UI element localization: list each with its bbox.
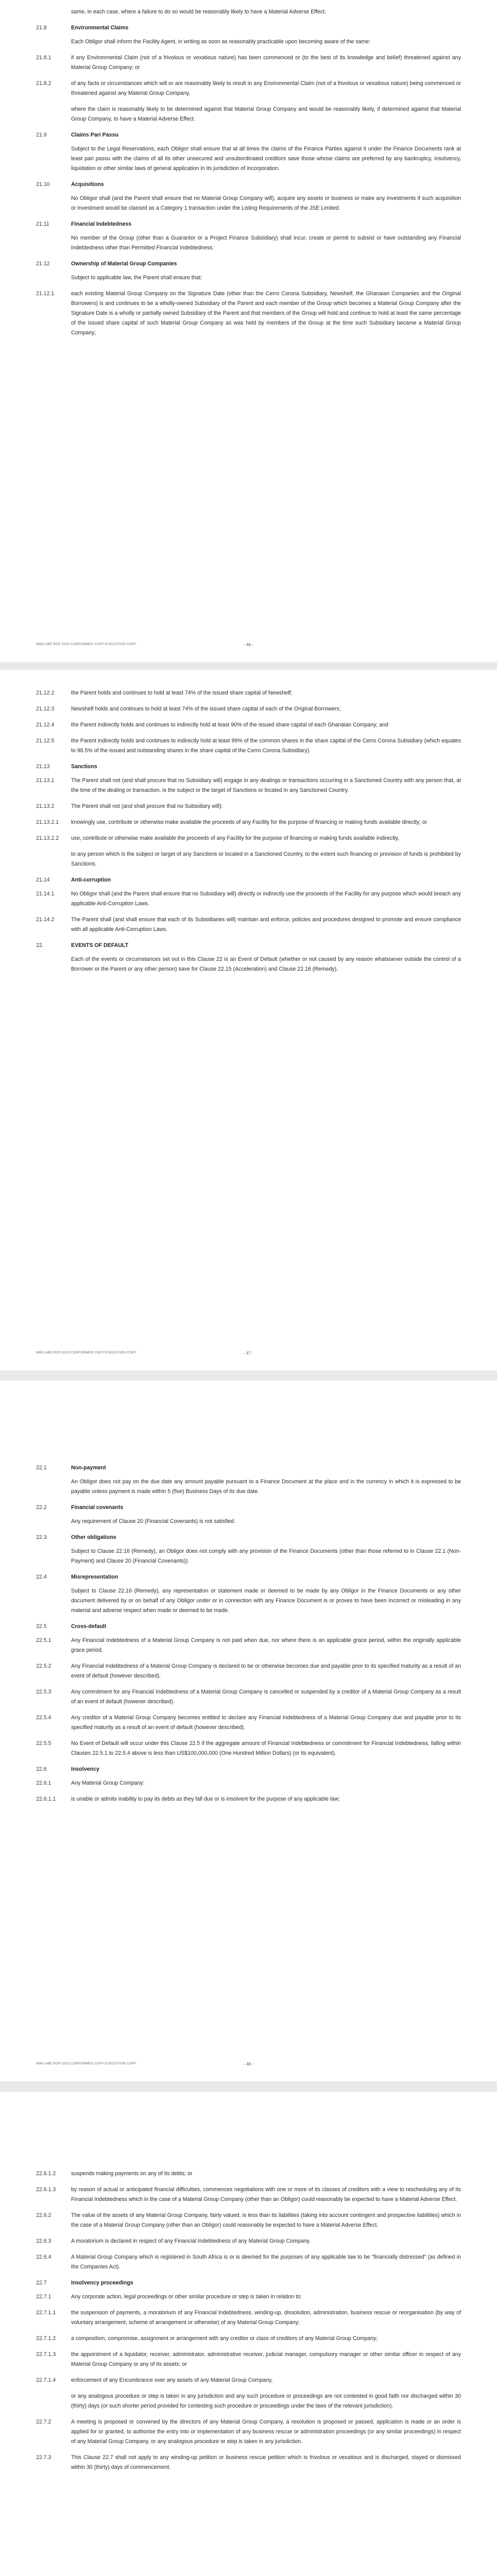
clause-paragraph: same, in each case, where a failure to do so would be reasonably likely to have a Material Adverse Effect. xyxy=(71,9,327,15)
clause-number: 22.7.1.2 xyxy=(36,2335,56,2342)
clause-text: knowingly use, contribute or otherwise make available the proceeds of any Facility for the purpose of financing or making funds available directly; or xyxy=(71,819,427,825)
clause-text: Any corporate action, legal proceedings or other similar procedure or step is taken in relation to: xyxy=(71,2294,302,2300)
clause-item xyxy=(36,688,461,698)
clause-text: Any Financial Indebtedness of a Material Group Company is not paid when due, nor where there is an applicable grace period, within the originally applicable grace period. xyxy=(71,1637,461,1653)
page-content xyxy=(36,7,461,338)
clause-item xyxy=(36,2334,461,2344)
clause-text: This Clause 22.7 shall not apply to any winding-up petition or business rescue petition which is frivolous or vexatious and is discharged, stayed or dismissed within 30 (thirty) days of commencement. xyxy=(71,2454,461,2470)
clause-heading xyxy=(36,875,461,885)
clause-number: 22.6.1.3 xyxy=(36,2187,56,2193)
clause-number: 22.6.1.2 xyxy=(36,2171,56,2177)
clause-text: Any creditor of a Material Group Company becomes entitled to declare any Financial Indebtedness of a Material Group Company due and payable prior to its specified maturity as a result of an event of default (however described). xyxy=(71,1715,461,1731)
clause-heading xyxy=(36,23,461,33)
clause-paragraph: Any requirement of Clause 20 (Financial Covenants) is not satisfied. xyxy=(71,1518,236,1524)
clause-heading xyxy=(36,1622,461,1632)
page-number: - 48 - xyxy=(244,2062,253,2066)
clause-number: 22.7.1.4 xyxy=(36,2377,56,2383)
page-footer xyxy=(36,1351,461,1359)
clause-item xyxy=(36,1794,461,1804)
clause-number: 22.6.3 xyxy=(36,2238,52,2244)
clause-item xyxy=(36,2350,461,2369)
document-page-47 xyxy=(0,670,497,1370)
clause-item xyxy=(36,289,461,338)
clause-number: 22.3 xyxy=(36,1534,47,1540)
clause-heading xyxy=(36,1572,461,1582)
footer-document-reference: NMG:ABE:RCP:2022:CONFORMED COPY:EXECUTION COPY xyxy=(36,2062,137,2065)
clause-number: 22.5.4 xyxy=(36,1715,52,1721)
footer-document-reference: NMG:ABE:RCP:2022:CONFORMED COPY:EXECUTION COPY xyxy=(36,1351,137,1354)
clause-number: 21.9 xyxy=(36,132,47,138)
clause-number: 22.1 xyxy=(36,1465,47,1471)
clause-text: No Event of Default will occur under this Clause 22.5 if the aggregate amount of Financial Indebtedness or commitment for Financial Indebtedness, falling within Clauses 22.5.1 to 22.5.4 above is less than US$100,000,000 (One Hundred Million Dollars) (or its equivalent). xyxy=(71,1740,461,1756)
clause-heading xyxy=(36,1463,461,1473)
clause-paragraph: where the claim is reasonably likely to be determined against that Material Group Company and would be reasonably likely, if determined against that Material Group Company, to have a Material Adverse Effect. xyxy=(71,106,461,122)
clause-text: Any commitment for any Financial Indebtedness of a Material Group Company is cancelled or suspended by a creditor of a Material Group Company as a result of an event of default (however described). xyxy=(71,1689,461,1705)
clause-text: the Parent indirectly holds and continues to indirectly hold at least 99% of the common shares in the share capital of the Cerro Corona Subsidiary (which equates to 98.5% of the issued and outstanding shares in the share capital of the Cerro Corona Subsidiary). xyxy=(71,738,461,754)
clause-heading xyxy=(36,130,461,140)
clause-number: 21.8.2 xyxy=(36,80,52,87)
clause-text: of any facts or circumstances which will or are reasonably likely to result in any Environmental Claim (not of a frivolous or vexatious nature) being commenced or threatened against any Material Group Company, xyxy=(71,80,461,96)
clause-heading xyxy=(36,1765,461,1774)
clause-text: A moratorium is declared in respect of any Financial Indebtedness of any Material Group Company. xyxy=(71,2238,311,2244)
clause-title: Anti-corruption xyxy=(71,877,111,883)
clause-paragraph: or any analogous procedure or step is taken in any jurisdiction and any such procedure or proceedings are not contested in good faith nor discharged within 30 (thirty) days (or such shorter period provided for contesting such procedure or proceedings under the laws of the relevant jurisdiction). xyxy=(71,2393,461,2409)
clause-title: Claims Pari Passu xyxy=(71,132,118,138)
clause-text: is unable or admits inability to pay its debts as they fall due or is insolvent for the purpose of any applicable law; xyxy=(71,1796,340,1802)
clause-text: the Parent holds and continues to hold at least 74% of the issued share capital of Newshelf; xyxy=(71,690,293,696)
clause-number: 22.5 xyxy=(36,1623,47,1630)
clause-heading xyxy=(36,941,461,951)
clause-paragraph: An Obligor does not pay on the due date any amount payable pursuant to a Finance Document at the place and in the currency in which it is expressed to be payable unless payment is made within 5 (five) Business Days of its due date. xyxy=(71,1479,461,1495)
clause-number: 22.7 xyxy=(36,2280,47,2286)
clause-item xyxy=(36,1687,461,1707)
clause-item xyxy=(36,818,461,827)
clause-title: Cross-default xyxy=(71,1623,107,1630)
clause-number: 22.4 xyxy=(36,1574,47,1580)
clause-item xyxy=(36,2252,461,2272)
clause-number: 22.6.4 xyxy=(36,2254,52,2260)
clause-paragraph: No Obligor shall (and the Parent shall ensure that no Material Group Company will), acquire any assets or business or make any investments if such acquisition or investment would be classed as a Category 1 transaction under the Listing Requirements of the JSE Limited. xyxy=(71,195,461,211)
page-content xyxy=(36,2169,461,2472)
page-footer xyxy=(36,642,461,651)
clause-text: Newshelf holds and continues to hold at least 74% of the issued share capital of each of the Original Borrowers; xyxy=(71,706,341,712)
clause-number: 22.7.2 xyxy=(36,2419,52,2425)
clause-item xyxy=(36,2417,461,2447)
clause-number: 21.10 xyxy=(36,181,50,188)
clause-item xyxy=(36,1739,461,1758)
clause-number: 21.13 xyxy=(36,764,50,770)
clause-number: 21.13.1 xyxy=(36,777,55,784)
clause-number: 22.5.5 xyxy=(36,1740,52,1747)
clause-number: 21.8 xyxy=(36,25,47,31)
clause-title: Misrepresentation xyxy=(71,1574,118,1580)
clause-heading xyxy=(36,219,461,229)
clause-text: the suspension of payments, a moratorium of any Financial Indebtedness, winding-up, dissolution, administration, business rescue or reorganisation (by way of voluntary arrangement, scheme of arrangement or otherwise) of any Material Group Company; xyxy=(71,2310,461,2326)
document-page-46 xyxy=(0,0,497,662)
clause-title: Financial covenants xyxy=(71,1504,124,1511)
clause-item xyxy=(36,2453,461,2472)
clause-text: if any Environmental Claim (not of a frivolous or vexatious nature) has been commenced or (to the best of its knowledge and belief) threatened against any Material Group Company; or xyxy=(71,55,461,71)
clause-item xyxy=(36,1636,461,1655)
clause-number: 22.6.1 xyxy=(36,1780,52,1786)
clause-heading xyxy=(36,762,461,772)
clause-text: use, contribute or otherwise make available the proceeds of any Facility for the purpose of financing or making funds available indirectly, xyxy=(71,835,399,841)
clause-paragraph: Each Obligor shall inform the Facility Agent, in writing as soon as reasonably practicable upon becoming aware of the same: xyxy=(71,39,371,45)
clause-text: each existing Material Group Company on the Signature Date (other than the Cerro Corona Subsidiary, Newshelf, the Ghanaian Companies and the Original Borrowers) is and continues to be a wholly-owned Subsidiary of the Parent and each member of the Group which becomes a Material Group Company after the Signature Date is a wholly or partially owned Subsidiary of the Parent and that members of the Group will hold and continue to hold at least the same percentage of the issued share capital of such Material Group Company as was held by members of the Group at the time such Subsidiary became a Material Group Company; xyxy=(71,291,461,336)
clause-number: 21.11 xyxy=(36,221,49,227)
clause-item xyxy=(36,79,461,98)
clause-text: The value of the assets of any Material Group Company, fairly valued, is less than its liabilities (taking into account contingent and prospective liabilities) which in the case of a Material Group Company (other than an Obligor) could reasonably be expected to have a Material Adverse Effect. xyxy=(71,2212,461,2228)
clause-paragraph: No member of the Group (other than a Guarantor or a Project Finance Subsidiary) shall incur, create or permit to subsist or have outstanding any Financial Indebtedness other than Permitted Financial Indebtedness. xyxy=(71,235,461,251)
clause-title: Environmental Claims xyxy=(71,25,129,31)
clause-number: 21.14.1 xyxy=(36,891,55,897)
clause-title: Insolvency proceedings xyxy=(71,2280,133,2286)
clause-item xyxy=(36,2236,461,2246)
clause-heading xyxy=(36,1503,461,1513)
clause-number: 21.12.5 xyxy=(36,738,55,744)
clause-item xyxy=(36,704,461,714)
clause-paragraph: to any person which is the subject or target of any Sanctions or located in a Sanctioned Country, to the extent such financing or provision of funds is prohibited by Sanctions. xyxy=(71,851,461,867)
document-page-48 xyxy=(0,1381,497,2081)
clause-item xyxy=(36,2169,461,2179)
clause-heading xyxy=(36,1533,461,1543)
clause-text: A meeting is proposed or convened by the directors of any Material Group Company, a resolution is proposed or passed, application is made or an order is applied for or granted, to authorise the entry into or implementation of any business rescue or administration proceedings (or any similar proceedings) in respect of any Material Group Company, or any analogous procedure or step is taken in any jurisdiction. xyxy=(71,2419,461,2445)
clause-number: 21.12.3 xyxy=(36,706,55,712)
clause-item xyxy=(36,2376,461,2385)
clause-text: suspends making payments on any of its debts; or xyxy=(71,2171,193,2177)
clause-heading xyxy=(36,180,461,190)
clause-item xyxy=(36,802,461,811)
clause-heading xyxy=(36,259,461,269)
clause-number: 21.13.2.2 xyxy=(36,835,59,841)
clause-heading xyxy=(36,2278,461,2288)
clause-item xyxy=(36,1662,461,1681)
clause-paragraph: Subject to applicable law, the Parent shall ensure that: xyxy=(71,275,202,281)
clause-title: Insolvency xyxy=(71,1766,99,1772)
clause-number: 22.5.2 xyxy=(36,1663,52,1669)
clause-number: 21.12.2 xyxy=(36,690,55,696)
clause-item xyxy=(36,834,461,843)
clause-number: 21.13.2 xyxy=(36,803,55,809)
clause-text: The Parent shall not (and shall procure that no Subsidiary will): xyxy=(71,803,223,809)
page-number: - 47 - xyxy=(244,1351,253,1355)
footer-document-reference: NMG:ABE:RCP:2022:CONFORMED COPY:EXECUTION COPY xyxy=(36,642,137,646)
clause-paragraph: Subject to Clause 22.16 (Remedy), any representation or statement made or deemed to be made by any Obligor in the Finance Documents or any other document delivered by or on behalf of any Obligor under or in connection with any Finance Document is or proves to have been incorrect or misleading in any material and adverse respect when made or deemed to be made. xyxy=(71,1588,461,1614)
clause-number: 22.7.1 xyxy=(36,2294,52,2300)
clause-number: 21.13.2.1 xyxy=(36,819,59,825)
clause-title: Sanctions xyxy=(71,764,97,770)
clause-number: 22.6.1.1 xyxy=(36,1796,56,1802)
clause-number: 21.12.4 xyxy=(36,722,55,728)
clause-item xyxy=(36,776,461,795)
clause-item xyxy=(36,2292,461,2302)
clause-title: Acquisitions xyxy=(71,181,104,188)
clause-number: 21.12.1 xyxy=(36,291,55,297)
clause-text: The Parent shall (and shall ensure that each of its Subsidiaries will) maintain and enforce, policies and procedures designed to promote and ensure compliance with all applicable Anti-Corruption Laws. xyxy=(71,917,461,933)
clause-text: the appointment of a liquidator, receiver, administrator, administrative receiver, judicial manager, compulsory manager or other similar officer in respect of any Material Group Company or any of its assets; or xyxy=(71,2351,461,2367)
page-number: - 46 - xyxy=(244,642,253,647)
clause-item xyxy=(36,889,461,909)
clause-text: the Parent indirectly holds and continues to indirectly hold at least 90% of the issued share capital of each Ghanaian Company; and xyxy=(71,722,388,728)
clause-paragraph: Subject to the Legal Reservations, each Obligor shall ensure that at all times the claims of the Finance Parties against it under the Finance Documents rank at least pari passu with the claims of all its other unsecured and unsubordinated creditors save those whose claims are preferred by any bankruptcy, insolvency, liquidation or other similar laws of general application in its jurisdiction of incorporation. xyxy=(71,146,461,172)
clause-number: 21.14 xyxy=(36,877,50,883)
clause-item xyxy=(36,2211,461,2230)
clause-title: Non-payment xyxy=(71,1465,106,1471)
clause-item xyxy=(36,1778,461,1788)
clause-title: Ownership of Material Group Companies xyxy=(71,261,177,267)
clause-number: 22.2 xyxy=(36,1504,47,1511)
clause-item xyxy=(36,720,461,730)
clause-item xyxy=(36,1713,461,1733)
clause-text: The Parent shall not (and shall procure that no Subsidiary will) engage in any dealings or transactions occurring in a Sanctioned Country with any person that, at the time of the dealing or transaction, is the subject or the target of Sanctions or located in any Sanctioned Country. xyxy=(71,777,461,793)
clause-text: No Obligor shall (and the Parent shall ensure that no Subsidiary will) directly or indirectly use the proceeds of the Facility for any purpose which would breach any applicable Anti-Corruption Laws. xyxy=(71,891,461,907)
clause-paragraph: Subject to Clause 22.16 (Remedy), an Obligor does not comply with any provision of the Finance Documents (other than those referred to in Clause 22.1 (Non-Payment) and Clause 20 (Financial Covenants)). xyxy=(71,1548,461,1564)
clause-number: 21.14.2 xyxy=(36,917,55,923)
page-footer xyxy=(36,2062,461,2070)
clause-title: Other obligations xyxy=(71,1534,116,1540)
document-page-49 xyxy=(0,2092,497,2576)
clause-text: by reason of actual or anticipated financial difficulties, commences negotiations with one or more of its classes of creditors with a view to rescheduling any of its Financial Indebtedness which in the case of a Material Group Company (other than an Obligor) could reasonably be expected to have a Material Adverse Effect. xyxy=(71,2187,461,2202)
clause-number: 22.7.1.1 xyxy=(36,2310,56,2316)
clause-item xyxy=(36,736,461,756)
clause-item xyxy=(36,915,461,935)
clause-number: 22.7.1.3 xyxy=(36,2351,56,2358)
clause-number: 22.6 xyxy=(36,1766,47,1772)
clause-title: Financial Indebtedness xyxy=(71,221,132,227)
clause-title: EVENTS OF DEFAULT xyxy=(71,942,129,948)
clause-number: 21.12 xyxy=(36,261,50,267)
clause-text: Any Material Group Company: xyxy=(71,1780,145,1786)
clause-number: 22.7.3 xyxy=(36,2454,52,2461)
clause-number: 22.5.1 xyxy=(36,1637,52,1643)
clause-number: 22. xyxy=(36,942,44,948)
clause-text: Any Financial Indebtedness of a Material Group Company is declared to be or otherwise becomes due and payable prior to its specified maturity as a result of an event of default (however described). xyxy=(71,1663,461,1679)
page-content xyxy=(36,1463,461,1804)
clause-item xyxy=(36,2308,461,2328)
clause-text: A Material Group Company which is registered in South Africa is or is deemed for the purposes of any applicable law to be "financially distressed" (as defined in the Companies Act). xyxy=(71,2254,461,2270)
clause-item xyxy=(36,2185,461,2205)
clause-text: a composition, compromise, assignment or arrangement with any creditor or class of creditors of any Material Group Company; xyxy=(71,2335,378,2342)
clause-number: 22.5.3 xyxy=(36,1689,52,1695)
page-content xyxy=(36,688,461,974)
clause-number: 22.6.2 xyxy=(36,2212,52,2218)
clause-item xyxy=(36,53,461,73)
clause-text: enforcement of any Encumbrance over any assets of any Material Group Company, xyxy=(71,2377,273,2383)
clause-number: 21.8.1 xyxy=(36,55,52,61)
clause-paragraph: Each of the events or circumstances set out in this Clause 22 is an Event of Default (whether or not caused by any reason whatsoever outside the control of a Borrower or the Parent or any other person) save for Clause 22.15 (Acceleration) and Clause 22.16 (Remedy). xyxy=(71,956,461,972)
